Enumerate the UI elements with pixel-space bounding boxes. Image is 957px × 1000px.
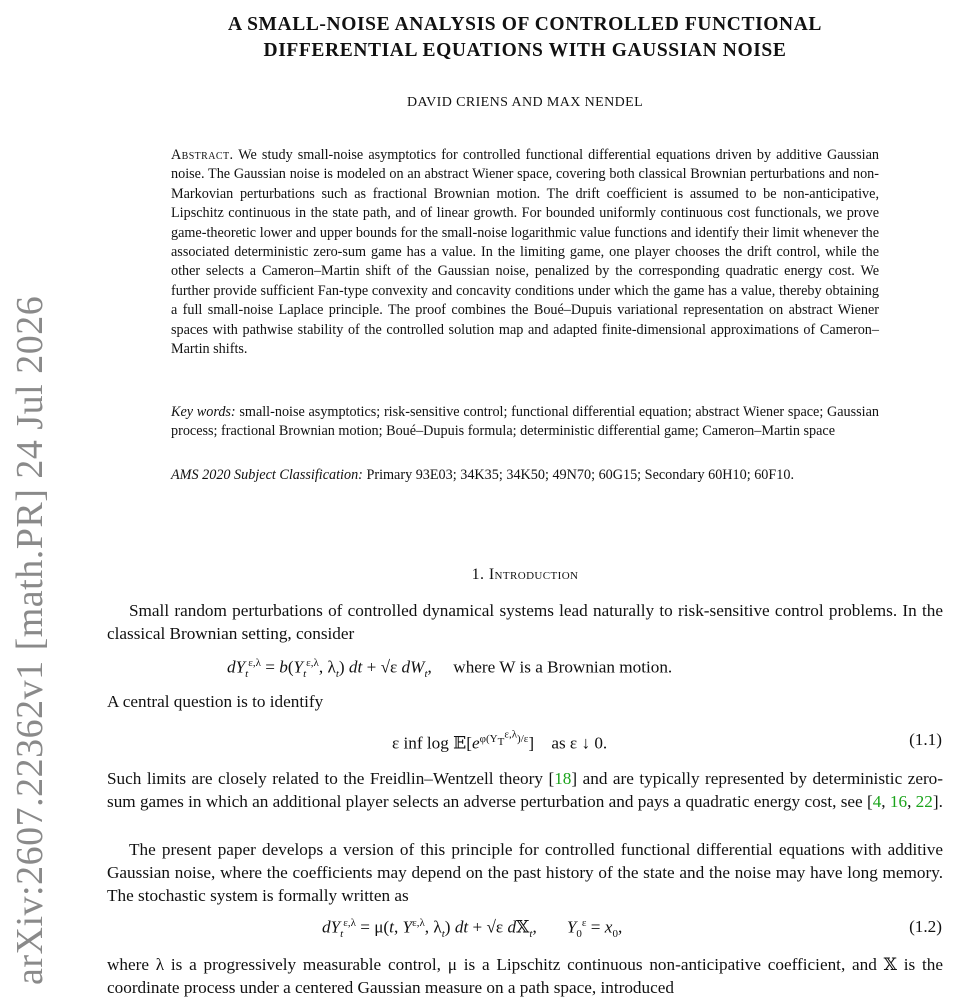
equation-number-1-2: (1.2) xyxy=(909,917,942,936)
title-line-2: DIFFERENTIAL EQUATIONS WITH GAUSSIAN NOISE xyxy=(263,40,787,61)
arxiv-identifier: arXiv:2607.22362v1 [math.PR] 24 Jul 2026 xyxy=(9,295,51,985)
keywords xyxy=(171,403,879,442)
abstract xyxy=(171,146,879,359)
authors: DAVID CRIENS AND MAX NENDEL xyxy=(406,95,644,110)
section-number: 1. xyxy=(471,566,485,583)
paragraph-3-text-b: ] and are typically represented by deterministic zero-sum games in which an additional player selects an adverse perturbation and pays a quadratic energy cost, see [ xyxy=(107,769,943,811)
equation-sde-brownian: $dY_t^{\varepsilon,\lambda} = b(Y_t^{\varepsilon,\lambda}$, $\lambda_t$) dt + √ε $dW_t$, where W is a Brownian motion. xyxy=(227,657,673,681)
paragraph-3-text-c: ]. xyxy=(932,792,943,811)
citation-18[interactable]: 18 xyxy=(554,769,572,788)
citation-4[interactable]: 4 xyxy=(872,792,882,811)
paragraph-3: Such limits are closely related to the Freidlin–Wentzell theory [18] and are typically represented by deterministic zero-sum games in which an additional player selects an adverse perturbation and pays a quadratic energy cost, see [4, 16, 22]. xyxy=(107,769,943,811)
equation-2-text: as ε ↓ 0. xyxy=(551,733,608,753)
abstract-text: We study small-noise asymptotics for controlled functional differential equations driven by additive Gaussian noise. The Gaussian noise is modeled on an abstract Wiener space, covering both classical Brownian perturbations and non-Markovian perturbations such as fractional Brownian motion. The drift coefficient is assumed to be non-anticipative, Lipschitz continuous in the state path, and of linear growth. For bounded uniformly continuous cost functionals, we prove game-theoretic lower and upper bounds for the small-noise logarithmic value functions and identify their limit whenever the associated deterministic zero-sum game has a value. In the limiting game, one player chooses the drift control, while the other selects a Cameron–Martin shift of the Gaussian noise, penalized by the corresponding quadratic energy cost. We further provide sufficient Fan-type convexity and concavity conditions under which the game has a value, thereby obtaining a full small-noise Laplace principle. The proof combines the Boué–Dupuis variational representation on abstract Wiener spaces with pathwise stability of the controlled solution map and adapted finite-dimensional approximations of Cameron–Martin shifts. xyxy=(171,147,879,358)
equation-limit: ε inf $\log 𝔼[e^{\varphi(Y_T^{\varepsilon,\lambda})/\varepsilon}]$ as ε ↓ 0. xyxy=(392,728,608,753)
ams-classification xyxy=(171,466,879,485)
citation-16[interactable]: 16 xyxy=(889,792,908,811)
paragraph-2: A central question is to identify xyxy=(107,692,324,711)
paragraph-5: where λ is a progressively measurable control, μ is a Lipschitz continuous non-anticipative coefficient, and 𝕏 is the coordinate process under a centered Gaussian measure on a path space, introduced xyxy=(107,955,943,997)
ams-text: Primary 93E03; 34K35; 34K50; 49N70; 60G15; Secondary 60H10; 60F10. xyxy=(366,467,795,483)
citation-22[interactable]: 22 xyxy=(915,792,933,811)
equation-number-1-1: (1.1) xyxy=(909,730,942,749)
keywords-label: Key words: xyxy=(171,404,236,420)
keywords-text: small-noise asymptotics; risk-sensitive control; functional differential equation; abstract Wiener space; Gaussian process; fractional Brownian motion; Boué–Dupuis formula; deterministic differential game; Cameron–Martin space xyxy=(171,404,880,440)
paragraph-1: Small random perturbations of controlled dynamical systems lead naturally to risk-sensitive control problems. In the classical Brownian setting, consider xyxy=(107,601,943,643)
title-line-1: A SMALL-NOISE ANALYSIS OF CONTROLLED FUNCTIONAL xyxy=(228,14,822,35)
equation-1-text: where W is a Brownian motion. xyxy=(453,657,673,677)
equation-functional-sde: $dY_t^{\varepsilon,\lambda} = \mu(t$, $Y^{\varepsilon,\lambda}$, $\lambda_t$) dt + √ε d𝕏$_t$, $Y_0^\varepsilon = x_0$, xyxy=(322,917,623,941)
paper-title xyxy=(105,12,945,64)
paragraph-3-text-a: Such limits are closely related to the Freidlin–Wentzell theory [ xyxy=(107,769,555,788)
section-heading xyxy=(105,566,945,584)
section-title: Introduction xyxy=(488,566,579,583)
ams-label: AMS 2020 Subject Classification: xyxy=(171,467,363,483)
paragraph-4: The present paper develops a version of this principle for controlled functional differential equations with additive Gaussian noise, where the coefficients may depend on the past history of the state and the noise may have long memory. The stochastic system is formally written as xyxy=(107,840,943,905)
abstract-label: Abstract. xyxy=(171,147,234,163)
